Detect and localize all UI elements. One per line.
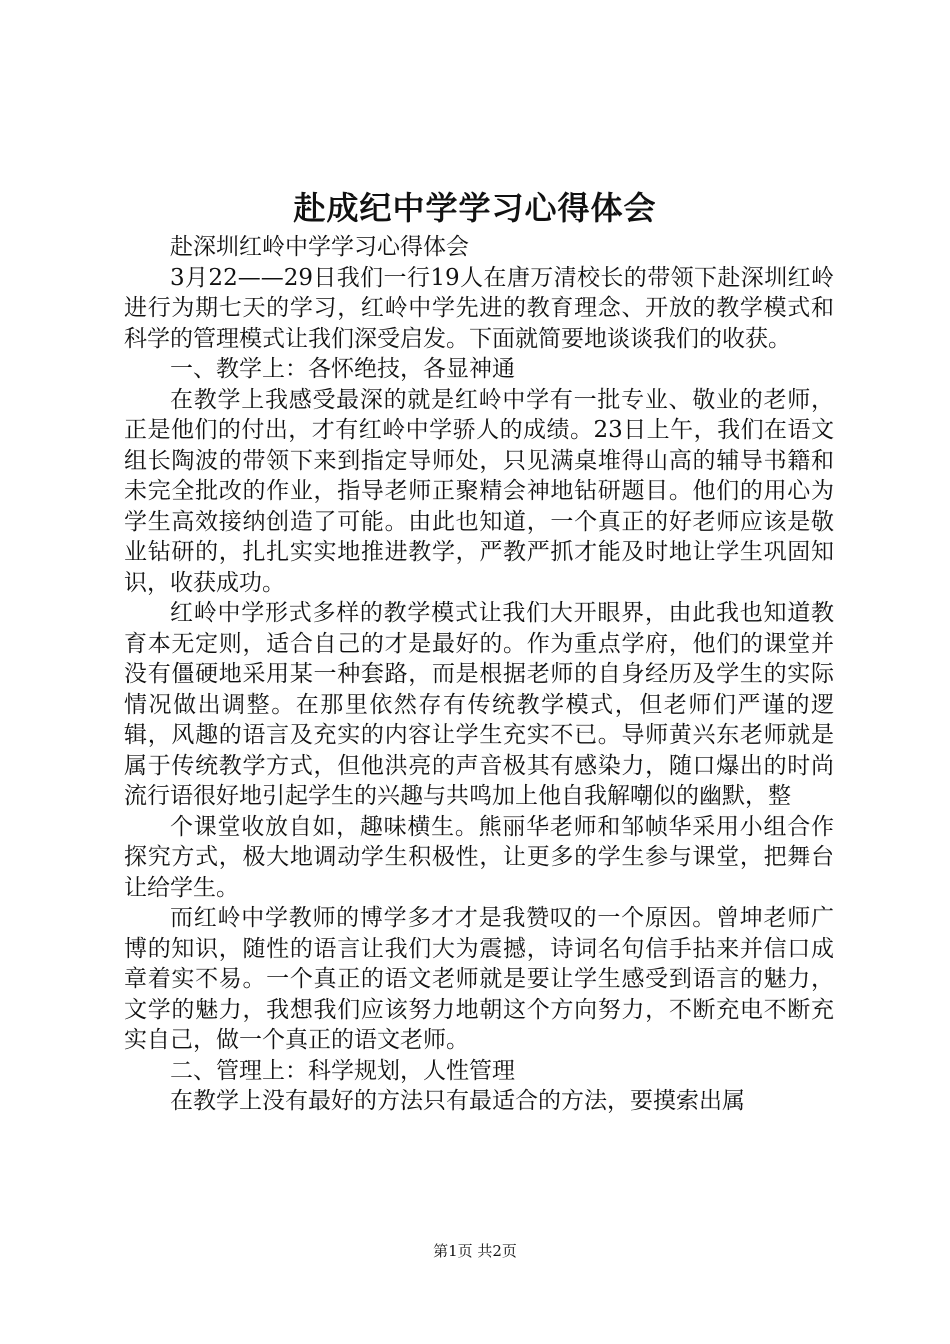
body-paragraph: 红岭中学形式多样的教学模式让我们大开眼界，由此我也知道教育本无定则，适合自己的才是最好的。作为重点学府，他们的课堂并没有僵硬地采用某一种套路，而是根据老师的自身经历及学生的实际情况做出调整。在那里依然存有传统教学模式，但老师们严谨的逻辑，风趣的语言及充实的内容让学生充实不已。导师黄兴东老师就是属于传统教学方式，但他洪亮的声音极其有感染力，随口爆出的时尚流行语很好地引起学生的兴趣与共鸣加上他自我解嘲似的幽默，整 [124,600,834,809]
subtitle-paragraph: 赴深圳红岭中学学习心得体会 [170,234,469,260]
page-number-footer: 第1页 共2页 [433,1242,517,1260]
body-paragraph: 而红岭中学教师的博学多才才是我赞叹的一个原因。曾坤老师广博的知识，随性的语言让我们大为震撼，诗词名句信手拈来并信口成章着实不易。一个真正的语文老师就是要让学生感受到语言的魅力，文学的魅力，我想我们应该努力地朝这个方向努力，不断充电不断充实自己，做一个真正的语文老师。 [124,905,834,1053]
body-paragraph: 在教学上我感受最深的就是红岭中学有一批专业、敬业的老师，正是他们的付出，才有红岭中学骄人的成绩。23日上午，我们在语文组长陶波的带领下来到指定导师处，只见满桌堆得山高的辅导书籍和未完全批改的作业，指导老师正聚精会神地钻研题目。他们的用心为学生高效接纳创造了可能。由此也知道，一个真正的好老师应该是敬业钻研的，扎扎实实地推进教学，严教严抓才能及时地让学生巩固知识，收获成功。 [124,386,834,596]
document-title: 赴成纪中学学习心得体会 [293,189,657,227]
body-paragraph: 个课堂收放自如，趣味横生。熊丽华老师和邹帧华采用小组合作探究方式，极大地调动学生积极性，让更多的学生参与课堂，把舞台让给学生。 [124,813,834,901]
section-heading-teaching: 一、教学上：各怀绝技，各显神通 [170,356,515,382]
document-body [124,232,834,1117]
body-paragraph: 在教学上没有最好的方法只有最适合的方法，要摸索出属 [170,1088,745,1114]
intro-paragraph: 3月22——29日我们一行19人在唐万清校长的带领下赴深圳红岭进行为期七天的学习，红岭中学先进的教育理念、开放的教学模式和科学的管理模式让我们深受启发。下面就简要地谈谈我们的收获。 [124,264,834,352]
section-heading-management: 二、管理上：科学规划，人性管理 [170,1057,515,1084]
